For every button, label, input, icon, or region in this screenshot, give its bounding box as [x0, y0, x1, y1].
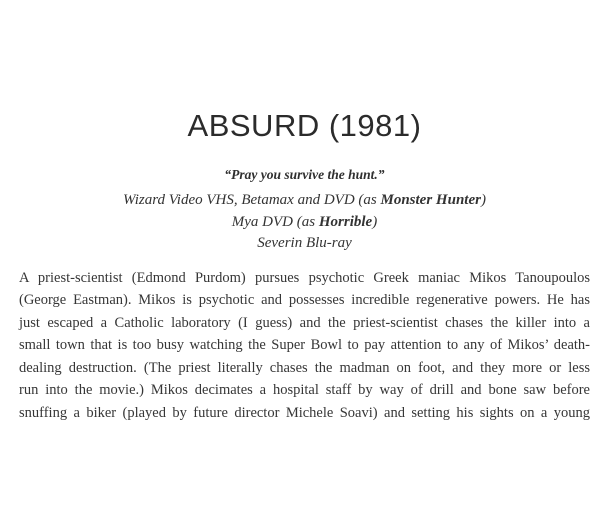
release-line [19, 233, 590, 255]
paragraph-line: run into the movie.) Mikos decimates a hospital staff by way of drill and bone saw before [19, 382, 590, 398]
paragraph-line: A priest-scientist (Edmond Purdom) pursues psychotic Greek maniac Mikos Tanoupoulos [19, 269, 590, 286]
release-info [19, 190, 590, 255]
post-title: ABSURD (1981) [187, 108, 422, 143]
release-alt-title: Monster Hunter [380, 192, 481, 208]
paragraph-line: small town that is too busy watching the Super Bowl to pay attention to any of Mikos’ death- [19, 337, 590, 353]
release-line-text: ) [372, 213, 378, 230]
release-line [19, 190, 590, 212]
synopsis-paragraph [19, 267, 590, 425]
release-line-text: Wizard Video VHS, Betamax and DVD (as [123, 192, 381, 208]
release-line-text: ) [480, 192, 486, 208]
release-line-text: Severin Blu-ray [257, 235, 352, 251]
paragraph-line: (George Eastman). Mikos is psychotic and possesses incredible regenerative powers. He has [19, 292, 590, 308]
release-alt-title: Horrible [318, 213, 373, 230]
paragraph-line: snuffing a biker (played by future director Michele Soavi) and setting his sights on a young [19, 404, 590, 421]
release-line [19, 212, 590, 234]
release-line-text: Mya DVD (as [231, 213, 319, 230]
paragraph-line: dealing destruction. (The priest literally chases the madman on foot, and they more or less [19, 359, 590, 376]
tagline: “Pray you survive the hunt.” [224, 167, 385, 182]
paragraph-line: just escaped a Catholic laboratory (I guess) and the priest-scientist chases the killer into a [19, 314, 590, 331]
